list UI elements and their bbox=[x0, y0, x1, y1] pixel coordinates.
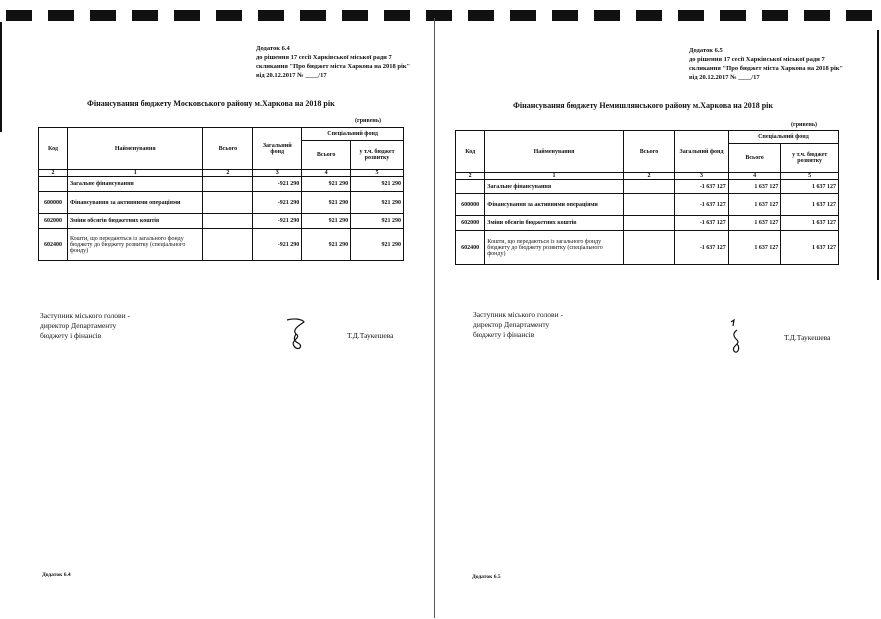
table-row bbox=[39, 192, 404, 214]
table-row bbox=[456, 216, 839, 231]
row-special-total: 1 637 127 bbox=[728, 216, 781, 231]
index-cell: 5 bbox=[351, 170, 404, 177]
row-code: 600000 bbox=[456, 194, 485, 216]
signature-line: Заступник міського голови - bbox=[40, 311, 130, 320]
row-name: Кошти, що передаються із загального фонду бюджету до бюджету розвитку (спеціального фонду) bbox=[485, 231, 623, 265]
scanner-strip bbox=[0, 10, 881, 24]
row-special-development: 921 290 bbox=[351, 229, 404, 261]
signature-line: бюджету і фінансів bbox=[40, 331, 102, 340]
row-name: Загальне фінансування bbox=[485, 180, 623, 194]
finance-table bbox=[455, 130, 839, 265]
note-line: до рішення 17 сесії Харківської міської ради 7 bbox=[689, 56, 825, 63]
units-label: (гривень) bbox=[355, 118, 382, 124]
note-line: скликання "Про бюджет міста Харкова на 2018 рік" bbox=[689, 65, 844, 72]
row-general-fund: -921 290 bbox=[253, 214, 302, 229]
index-cell: 1 bbox=[67, 170, 203, 177]
row-total bbox=[203, 177, 253, 192]
page-appendix-6-4 bbox=[0, 26, 430, 616]
table-row bbox=[39, 214, 404, 229]
index-cell: 1 bbox=[485, 173, 623, 180]
col-header-general-fund: Загальний фонд bbox=[675, 131, 729, 173]
row-special-development: 921 290 bbox=[351, 214, 404, 229]
row-name: Кошти, що передаються із загального фонду бюджету до бюджету розвитку (спеціального фонду) bbox=[67, 229, 203, 261]
row-special-development: 1 637 127 bbox=[781, 194, 839, 216]
index-cell: 2 bbox=[623, 173, 675, 180]
row-total bbox=[203, 192, 253, 214]
row-name: Зміни обсягів бюджетних коштів bbox=[67, 214, 203, 229]
row-special-development: 921 290 bbox=[351, 192, 404, 214]
signature-line: бюджету і фінансів bbox=[473, 330, 535, 339]
note-line: до рішення 17 сесії Харківської міської ради 7 bbox=[256, 54, 392, 61]
row-total bbox=[623, 216, 675, 231]
appendix-note bbox=[256, 44, 410, 80]
signatory-name: Т.Д.Таукешева bbox=[784, 333, 831, 342]
row-code: 602000 bbox=[456, 216, 485, 231]
row-code bbox=[456, 180, 485, 194]
row-special-total: 921 290 bbox=[302, 192, 351, 214]
note-line: від 20.12.2017 № ____/17 bbox=[689, 74, 760, 81]
column-index-row bbox=[39, 170, 404, 177]
col-header-special-development: у т.ч. бюджет розвитку bbox=[351, 141, 404, 170]
row-general-fund: -1 637 127 bbox=[675, 216, 729, 231]
page-appendix-6-5 bbox=[438, 26, 868, 616]
index-cell: 4 bbox=[302, 170, 351, 177]
col-header-total: Всього bbox=[623, 131, 675, 173]
scan-edge-right bbox=[877, 30, 879, 280]
note-line: Додаток 6.4 bbox=[256, 45, 290, 52]
signature-line: директор Департаменту bbox=[473, 320, 550, 329]
col-header-special-fund: Спеціальний фонд bbox=[302, 128, 404, 141]
row-total bbox=[623, 194, 675, 216]
row-code: 602000 bbox=[39, 214, 68, 229]
units-label: (гривень) bbox=[791, 122, 818, 128]
col-header-name: Найменування bbox=[485, 131, 623, 173]
table-row bbox=[39, 177, 404, 192]
row-general-fund: -921 290 bbox=[253, 229, 302, 261]
row-special-total: 1 637 127 bbox=[728, 194, 781, 216]
signature-line: директор Департаменту bbox=[40, 321, 117, 330]
index-cell: 5 bbox=[781, 173, 839, 180]
row-name: Зміни обсягів бюджетних коштів bbox=[485, 216, 623, 231]
finance-table bbox=[38, 127, 404, 261]
page-title: Фінансування бюджету Московського району м.Харкова на 2018 рік bbox=[87, 99, 335, 108]
row-general-fund: -921 290 bbox=[253, 177, 302, 192]
page-divider bbox=[434, 18, 435, 618]
row-special-development: 1 637 127 bbox=[781, 180, 839, 194]
row-general-fund: -1 637 127 bbox=[675, 231, 729, 265]
row-name: Фінансування за активними операціями bbox=[67, 192, 203, 214]
col-header-special-total: Всього bbox=[728, 144, 781, 173]
row-total bbox=[203, 229, 253, 261]
col-header-code: Код bbox=[456, 131, 485, 173]
index-cell: 3 bbox=[675, 173, 729, 180]
row-special-total: 1 637 127 bbox=[728, 180, 781, 194]
signature-block bbox=[473, 310, 563, 340]
row-special-total: 921 290 bbox=[302, 229, 351, 261]
table-row bbox=[456, 180, 839, 194]
signatory-name: Т.Д.Таукешева bbox=[347, 331, 394, 340]
row-total bbox=[623, 180, 675, 194]
row-code: 600000 bbox=[39, 192, 68, 214]
appendix-note bbox=[689, 46, 843, 82]
row-total bbox=[203, 214, 253, 229]
row-special-total: 921 290 bbox=[302, 214, 351, 229]
row-code: 602400 bbox=[456, 231, 485, 265]
table-row bbox=[456, 231, 839, 265]
signature-block bbox=[40, 311, 130, 341]
row-code: 602400 bbox=[39, 229, 68, 261]
col-header-total: Всього bbox=[203, 128, 253, 170]
page-footer: Додаток 6.4 bbox=[42, 572, 71, 578]
signature-line: Заступник міського голови - bbox=[473, 310, 563, 319]
index-cell: 3 bbox=[253, 170, 302, 177]
row-general-fund: -1 637 127 bbox=[675, 194, 729, 216]
row-special-development: 1 637 127 bbox=[781, 231, 839, 265]
row-special-total: 1 637 127 bbox=[728, 231, 781, 265]
row-name: Фінансування за активними операціями bbox=[485, 194, 623, 216]
row-general-fund: -1 637 127 bbox=[675, 180, 729, 194]
index-cell: 2 bbox=[456, 173, 485, 180]
col-header-general-fund: Загальний фонд bbox=[253, 128, 302, 170]
handwritten-signature bbox=[725, 318, 747, 356]
col-header-special-total: Всього bbox=[302, 141, 351, 170]
table-row bbox=[39, 229, 404, 261]
row-special-total: 921 290 bbox=[302, 177, 351, 192]
row-special-development: 1 637 127 bbox=[781, 216, 839, 231]
index-cell: 2 bbox=[39, 170, 68, 177]
row-general-fund: -921 290 bbox=[253, 192, 302, 214]
col-header-special-fund: Спеціальний фонд bbox=[728, 131, 838, 144]
col-header-code: Код bbox=[39, 128, 68, 170]
column-index-row bbox=[456, 173, 839, 180]
page-title: Фінансування бюджету Немишлянського району м.Харкова на 2018 рік bbox=[513, 101, 773, 110]
index-cell: 4 bbox=[728, 173, 781, 180]
note-line: від 20.12.2017 № ____/17 bbox=[256, 72, 327, 79]
row-total bbox=[623, 231, 675, 265]
note-line: скликання "Про бюджет міста Харкова на 2018 рік" bbox=[256, 63, 411, 70]
row-code bbox=[39, 177, 68, 192]
row-name: Загальне фінансування bbox=[67, 177, 203, 192]
col-header-name: Найменування bbox=[67, 128, 203, 170]
row-special-development: 921 290 bbox=[351, 177, 404, 192]
index-cell: 2 bbox=[203, 170, 253, 177]
table-row bbox=[456, 194, 839, 216]
page-footer: Додаток 6.5 bbox=[472, 574, 501, 580]
col-header-special-development: у т.ч. бюджет розвитку bbox=[781, 144, 839, 173]
handwritten-signature bbox=[282, 316, 310, 354]
note-line: Додаток 6.5 bbox=[689, 47, 723, 54]
